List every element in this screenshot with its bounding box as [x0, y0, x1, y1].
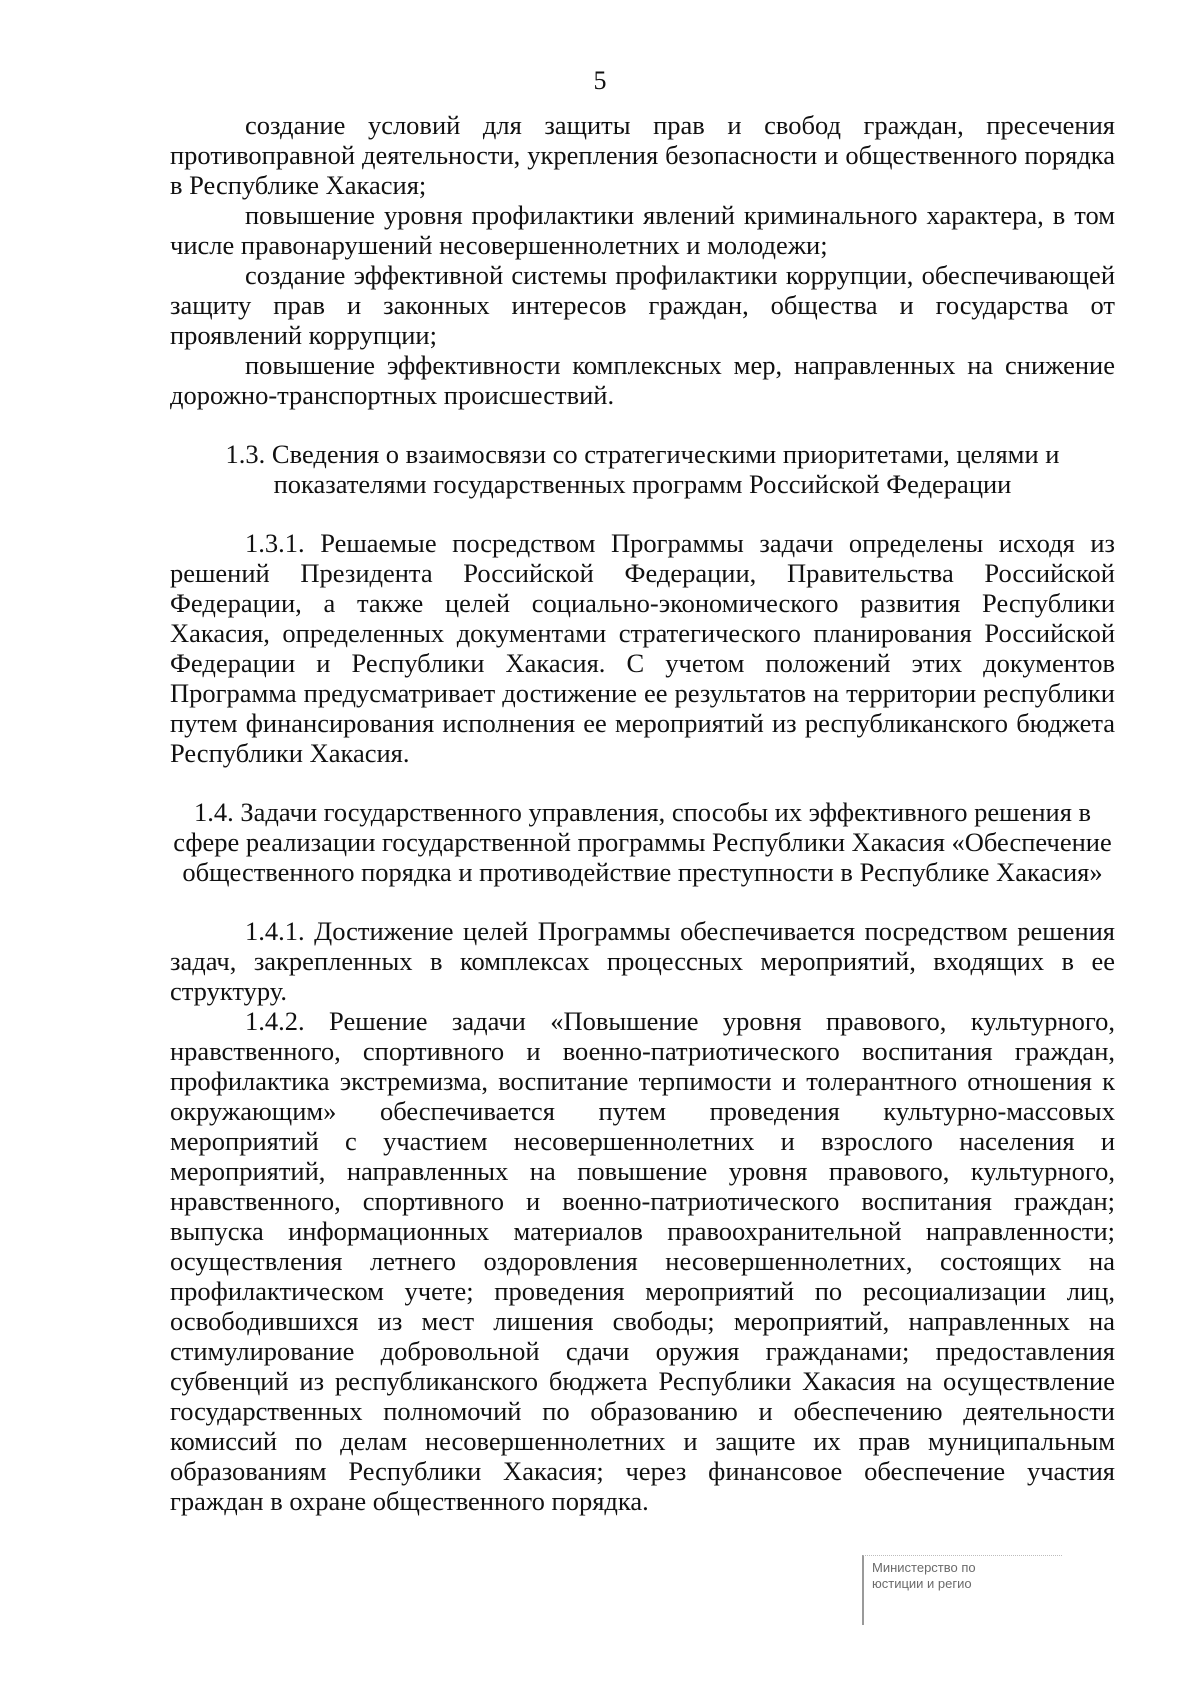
section-1-3-paragraph: 1.3.1. Решаемые посредством Программы задачи определены исходя из решений Президента Российской Федерации, Правительства Российской Федерации, а также целей социально-экономического развития Республики Хакасия, определенных документами стратегического планирования Российской Федерации и Республики Хакасия. С учетом положений этих документов Программа предусматривает достижение ее результатов на территории республики путем финансирования исполнения ее мероприятий из республиканского бюджета Республики Хакасия. — [170, 528, 1115, 768]
goal-paragraph: повышение эффективности комплексных мер, направленных на снижение дорожно-транспортных происшествий. — [170, 350, 1115, 410]
goal-paragraph: создание условий для защиты прав и свобод граждан, пресечения противоправной деятельности, укрепления безопасности и общественного порядка в Республике Хакасия; — [170, 110, 1115, 200]
document-body — [170, 110, 1115, 1516]
section-1-4-paragraph: 1.4.2. Решение задачи «Повышение уровня правового, культурного, нравственного, спортивного и военно-патриотического воспитания граждан, профилактика экстремизма, воспитание терпимости и толерантного отношения к окружающим» обеспечивается путем проведения культурно-массовых мероприятий с участием несовершеннолетних и взрослого населения и мероприятий, направленных на повышение уровня правового, культурного, нравственного, спортивного и военно-патриотического воспитания граждан; выпуска информационных материалов правоохранительной направленности; осуществления летнего оздоровления несовершеннолетних, состоящих на профилактическом учете; проведения мероприятий по ресоциализации лиц, освободившихся из мест лишения свободы; мероприятий, направленных на стимулирование добровольной сдачи оружия гражданами; предоставления субвенций из республиканского бюджета Республики Хакасия на осуществление государственных полномочий по образованию и обеспечению деятельности комиссий по делам несовершеннолетних и защите их прав муниципальным образованиям Республики Хакасия; через финансовое обеспечение участия граждан в охране общественного порядка. — [170, 1006, 1115, 1516]
goal-paragraph: повышение уровня профилактики явлений криминального характера, в том числе правонарушений несовершеннолетних и молодежи; — [170, 200, 1115, 260]
goal-paragraph: создание эффективной системы профилактики коррупции, обеспечивающей защиту прав и законных интересов граждан, общества и государства от проявлений коррупции; — [170, 260, 1115, 350]
page-number: 5 — [593, 66, 607, 95]
section-heading-1-3: 1.3. Сведения о взаимосвязи со стратегическими приоритетами, целями и показателями государственных программ Российской Федерации — [225, 439, 1060, 499]
section-heading-1-4: 1.4. Задачи государственного управления, способы их эффективного решения в сфере реализации государственной программы Республики Хакасия «Обеспечение общественного порядка и противодействие преступности в Республике Хакасия» — [173, 797, 1112, 887]
stamp-line: юстиции и регио — [872, 1576, 972, 1591]
ministry-stamp — [862, 1555, 1062, 1625]
stamp-line: Министерство по — [872, 1560, 976, 1575]
section-1-4-paragraph: 1.4.1. Достижение целей Программы обеспечивается посредством решения задач, закрепленных в комплексах процессных мероприятий, входящих в ее структуру. — [170, 916, 1115, 1006]
